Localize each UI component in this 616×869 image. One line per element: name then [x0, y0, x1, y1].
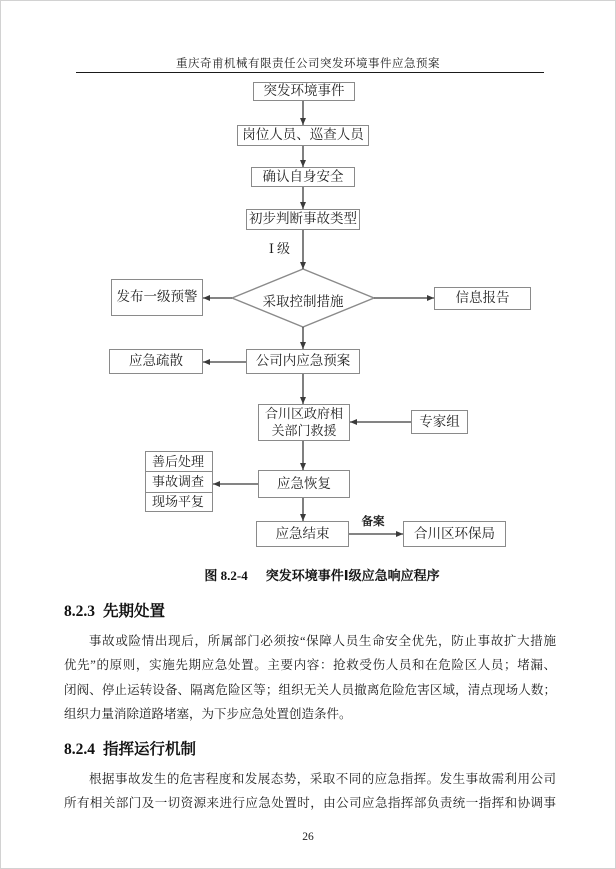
paragraph-8-2-4	[64, 767, 556, 816]
flow-node-site-restore: 现场平复	[146, 492, 212, 512]
paragraph-line: 组织力量消除道路堵塞，为下步应急处置创造条件。	[64, 707, 352, 722]
flow-node-control-measures: 采取控制措施	[262, 294, 344, 309]
section-title: 指挥运行机制	[103, 741, 197, 758]
flow-node-personnel: 岗位人员、巡查人员	[237, 125, 369, 146]
flow-node-judge-type: 初步判断事故类型	[246, 209, 360, 230]
flow-node-gov-rescue: 合川区政府相关部门救援	[258, 404, 350, 441]
flow-label-level-1: Ⅰ级	[268, 241, 293, 256]
section-heading-8-2-3	[64, 599, 165, 621]
flow-node-end: 应急结束	[256, 521, 349, 547]
page-number: 26	[302, 831, 314, 843]
flow-node-aftermath: 善后处理	[152, 453, 205, 469]
flow-node-epa: 合川区环保局	[403, 521, 506, 547]
paragraph-line: 所有相关部门及一切资源来进行应急处置时，由公司应急指挥部负责统一指挥和协调事	[64, 796, 556, 811]
figure-caption	[1, 565, 615, 584]
flow-node-company-plan: 公司内应急预案	[246, 349, 360, 374]
flow-node-expert-group: 专家组	[411, 410, 468, 434]
flow-node-confirm-safety: 确认自身安全	[251, 167, 355, 187]
paragraph-line: 优先”的原则，实施先期应急处置。主要内容：抢救受伤人员和在危险区人员；堵漏、	[64, 658, 556, 673]
section-title: 先期处置	[103, 603, 166, 620]
paragraph-8-2-3	[64, 629, 556, 727]
flow-node-start: 突发环境事件	[253, 82, 355, 101]
flow-node-issue-warning: 发布一级预警	[111, 279, 203, 316]
section-heading-8-2-4	[64, 737, 196, 759]
page-header-title: 重庆奇甫机械有限责任公司突发环境事件应急预案	[176, 58, 440, 70]
flow-node-recovery: 应急恢复	[258, 470, 350, 498]
flow-node-investigation: 事故调查	[146, 471, 212, 491]
flow-node-aftermath-stack	[145, 451, 213, 512]
figure-title: 突发环境事件Ⅰ级应急响应程序	[265, 568, 440, 583]
flowchart-figure	[1, 1, 616, 561]
paragraph-line: 根据事故发生的危害程度和发展态势，采取不同的应急指挥。发生事故需利用公司	[89, 772, 556, 786]
flow-node-info-report: 信息报告	[434, 287, 531, 310]
section-number: 8.2.3	[64, 603, 95, 620]
flow-node-evacuation: 应急疏散	[109, 349, 203, 374]
paragraph-line: 事故或险情出现后，所属部门必须按“保障人员生命安全优先，防止事故扩大措施	[89, 634, 556, 648]
section-number: 8.2.4	[64, 741, 95, 758]
flow-label-backup: 备案	[361, 516, 385, 528]
paragraph-line: 闭阀、停止运转设备、隔离危险区等；组织无关人员撤离危险危害区域，清点现场人数；	[64, 682, 556, 697]
figure-number: 图 8.2-4	[204, 568, 248, 583]
